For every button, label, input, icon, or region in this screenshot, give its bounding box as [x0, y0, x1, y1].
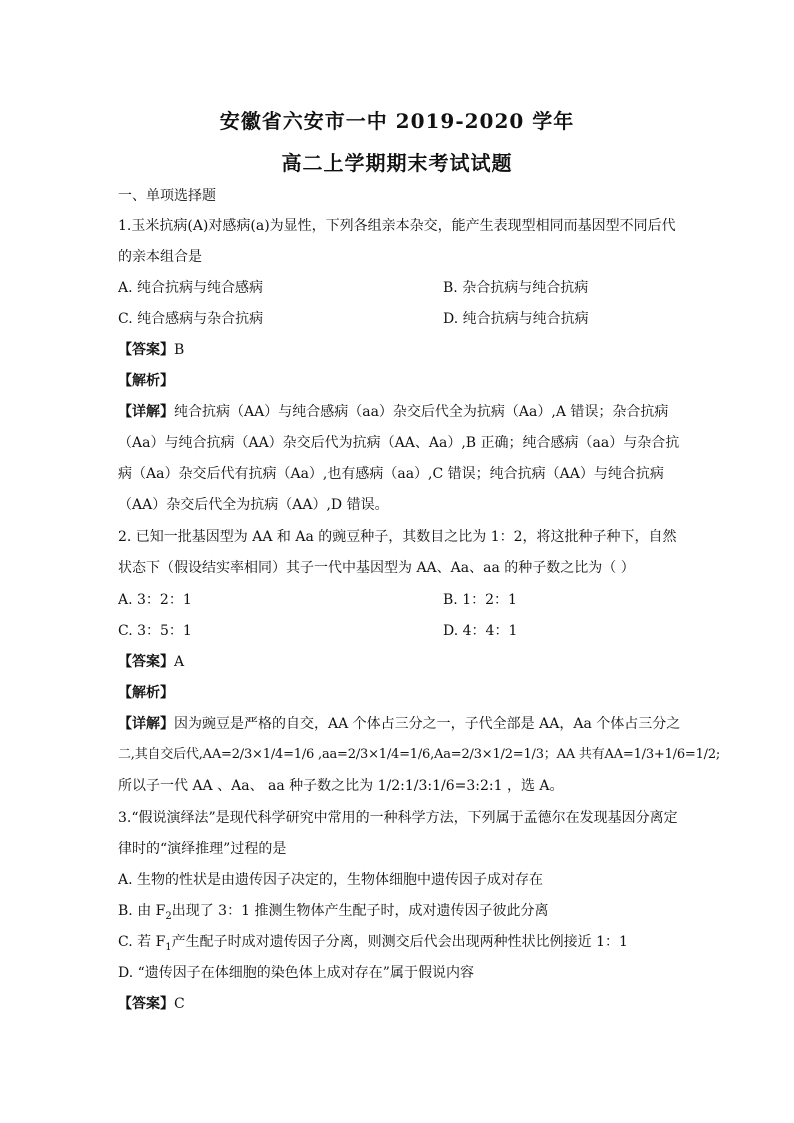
q3-option-a: A. 生物的性状是由遗传因子决定的，生物体细胞中遗传因子成对存在	[118, 872, 544, 888]
q3-stem-line2: 律时的“演绎推理”过程的是	[118, 841, 287, 857]
q3-option-b	[118, 901, 678, 921]
q2-stem-line1: 2. 已知一批基因型为 AA 和 Aa 的豌豆种子，其数目之比为 1：2，将这批种子种下，自然	[118, 529, 677, 545]
q2-analysis-label: 【解析】	[118, 685, 174, 701]
q1-answer-label: 【答案】	[118, 342, 174, 358]
q1-detail-line4: （AA）杂交后代全为抗病（AA）,D 错误。	[118, 497, 389, 513]
q1-option-c: C. 纯合感病与杂合抗病	[118, 311, 264, 327]
q2-option-d: D. 4：4：1	[443, 623, 518, 639]
q3-answer-value: C	[174, 996, 185, 1012]
document-title-line2: 高二上学期期末考试试题	[281, 151, 513, 175]
document-title-line1: 安徽省六安市一中 2019-2020 学年	[219, 109, 575, 133]
q2-answer-value: A	[174, 654, 185, 670]
q3-option-c	[118, 932, 678, 952]
q2-detail-text1: 因为豌豆是严格的自交，AA 个体占三分之一，子代全部是 AA，Aa 个体占三分之	[174, 716, 681, 732]
q2-option-a: A. 3：2：1	[118, 592, 192, 608]
q2-stem-line2: 状态下（假设结实率相同）其子一代中基因型为 AA、Aa、aa 的种子数之比为（ ）	[118, 560, 635, 576]
q3-option-c-sub: 1	[165, 941, 172, 953]
q1-answer	[118, 340, 678, 360]
q1-detail-line2: （Aa）与纯合抗病（AA）杂交后代为抗病（AA、Aa）,B 正确；纯合感病（aa）与杂合抗	[118, 435, 680, 451]
q1-option-d: D. 纯合抗病与纯合抗病	[443, 311, 589, 327]
q2-answer	[118, 652, 678, 672]
q1-detail-text1: 纯合抗病（AA）与纯合感病（aa）杂交后代全为抗病（Aa）,A 错误；杂合抗病	[174, 404, 669, 420]
q2-option-c: C. 3：5：1	[118, 623, 192, 639]
q3-answer-label: 【答案】	[118, 996, 174, 1012]
q1-stem-line1: 1.玉米抗病(A)对感病(a)为显性，下列各组亲本杂交，能产生表现型相同而基因型不同后代	[118, 218, 676, 234]
q2-detail-label: 【详解】	[118, 716, 174, 732]
q2-detail-line1	[118, 714, 681, 734]
q3-answer	[118, 994, 678, 1014]
q1-option-a: A. 纯合抗病与纯合感病	[118, 280, 264, 296]
q1-stem-line2: 的亲本组合是	[118, 249, 202, 265]
q3-option-c-pre: C. 若 F	[118, 934, 166, 950]
q2-detail-line3: 所以子一代 AA 、Aa、 aa 种子数之比为 1/2:1/3:1/6=3:2:1 ，选 A。	[118, 778, 564, 794]
q1-detail-label: 【详解】	[118, 404, 174, 420]
q2-detail-line2: 二,其自交后代,AA=2/3×1/4=1/6 ,aa=2/3×1/4=1/6,Aa=2/3×1/2=1/3；AA 共有AA=1/3+1/6=1/2;	[118, 747, 721, 762]
q1-answer-value: B	[174, 342, 185, 358]
q1-analysis-label: 【解析】	[118, 373, 174, 389]
q3-stem-line1: 3.“假说演绎法”是现代科学研究中常用的一种科学方法，下列属于孟德尔在发现基因分离定	[118, 810, 678, 826]
q1-detail-line3: 病（Aa）杂交后代有抗病（Aa）,也有感病（aa）,C 错误；纯合抗病（AA）与纯合抗病	[118, 466, 664, 482]
q3-option-b-pre: B. 由 F	[118, 903, 166, 919]
q2-answer-label: 【答案】	[118, 654, 174, 670]
q1-option-b: B. 杂合抗病与纯合抗病	[443, 280, 589, 296]
q3-option-b-post: 出现了 3：1 推测生物体产生配子时，成对遗传因子彼此分离	[171, 903, 549, 919]
q1-detail-line1	[118, 402, 678, 422]
q2-option-b: B. 1：2：1	[443, 592, 517, 608]
q3-option-c-post: 产生配子时成对遗传因子分离，则测交后代会出现两种性状比例接近 1：1	[171, 934, 628, 950]
section-heading: 一、单项选择题	[118, 188, 216, 204]
q3-option-d: D. “遗传因子在体细胞的染色体上成对存在”属于假说内容	[118, 965, 474, 981]
q3-option-b-sub: 2	[165, 910, 172, 922]
